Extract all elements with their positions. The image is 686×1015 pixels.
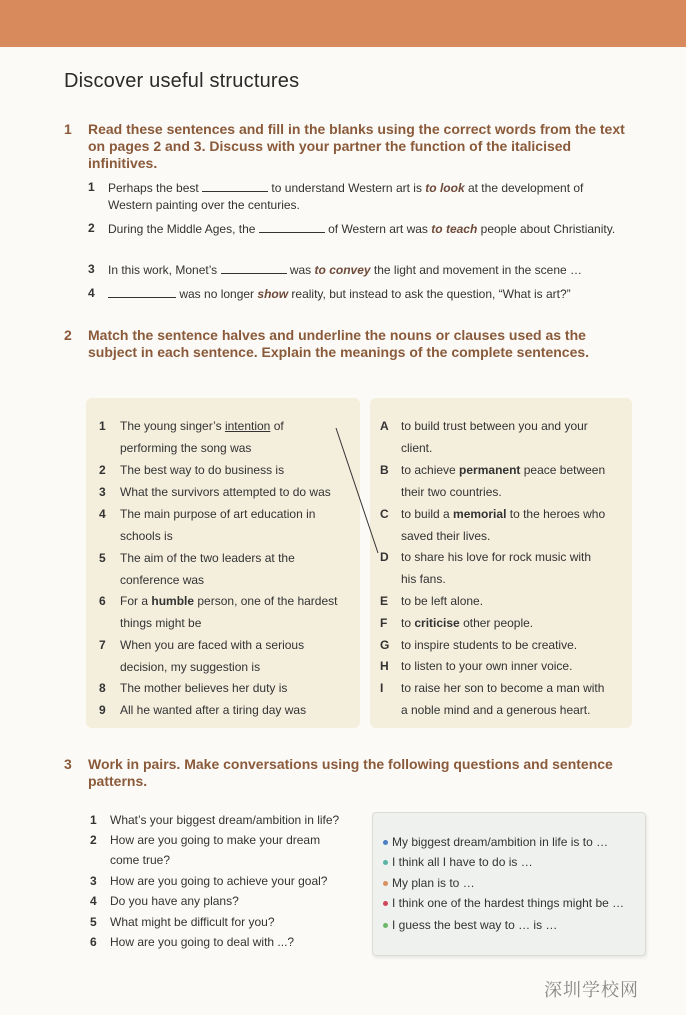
item-number: 4	[88, 286, 95, 300]
text-part: Perhaps the best	[108, 181, 199, 195]
text-part: person, one of the hardest	[197, 594, 338, 608]
item-letter: E	[380, 594, 389, 608]
text-part: to understand Western art is	[271, 181, 422, 195]
item-number: 3	[99, 485, 106, 499]
text-part: to achieve	[401, 463, 456, 477]
watermark: 深圳学校网	[544, 980, 639, 1001]
text-part: to raise her son to become a man with	[401, 681, 605, 695]
item-number: 1	[88, 180, 95, 194]
bold-word: criticise	[414, 616, 460, 630]
text-part: In this work, Monet’s	[108, 263, 218, 277]
exercise-number: 2	[64, 327, 72, 343]
bullet-icon	[383, 840, 388, 845]
exercise-1-instruction	[64, 121, 634, 173]
question-text: What’s your biggest dream/ambition in life?	[110, 813, 340, 827]
text-part: of Western art was	[328, 222, 428, 236]
text-part: his fans.	[401, 572, 446, 586]
item-letter: C	[380, 507, 389, 521]
exercise-number: 1	[64, 121, 72, 137]
text-part: to	[401, 616, 412, 630]
text-part: was	[289, 263, 312, 277]
text-part: the light and movement in the scene …	[373, 263, 583, 277]
text-part: For a	[120, 594, 149, 608]
blank-field[interactable]	[259, 220, 325, 233]
top-color-band	[0, 0, 686, 47]
bold-word: humble	[151, 594, 195, 608]
text-part: to inspire students to be creative.	[401, 638, 578, 652]
item-number: 5	[99, 551, 106, 565]
pattern-text: I think all I have to do is …	[392, 855, 533, 869]
question-text: What might be difficult for you?	[110, 915, 275, 929]
text-part: a noble mind and a generous heart.	[401, 703, 591, 717]
text-part: performing the song was	[120, 441, 252, 455]
question-text: How are you going to achieve your goal?	[110, 874, 328, 888]
text-part: to listen to your own inner voice.	[401, 659, 573, 673]
text-part: The main purpose of art education in	[120, 507, 316, 521]
item-number: 1	[90, 813, 97, 827]
bullet-icon	[383, 901, 388, 906]
text-part: to the heroes who	[509, 507, 606, 521]
item-number: 3	[88, 262, 95, 276]
bold-word: memorial	[453, 507, 507, 521]
pattern-item	[383, 875, 475, 891]
exercise-number: 3	[64, 756, 72, 772]
ex1-item	[88, 261, 628, 278]
item-letter: F	[380, 616, 388, 630]
bullet-icon	[383, 860, 388, 865]
pattern-item	[383, 834, 608, 850]
question-text: How are you going to deal with ...?	[110, 935, 295, 949]
pattern-item	[383, 854, 533, 870]
italic-infinitive: show	[257, 287, 289, 301]
text-part: client.	[401, 441, 433, 455]
item-number: 6	[90, 935, 97, 949]
blank-field[interactable]	[221, 261, 287, 274]
item-number: 5	[90, 915, 97, 929]
item-number: 2	[99, 463, 106, 477]
italic-infinitive: to convey	[314, 263, 371, 277]
text-part: other people.	[463, 616, 534, 630]
italic-infinitive: to look	[425, 181, 465, 195]
exercise-3-instruction	[64, 756, 634, 792]
exercise-2-instruction	[64, 327, 634, 363]
instruction-text: Read these sentences and fill in the blanks using the correct words from the text on pages 2 and 3. Discuss with your partner the function of the italicised infinitives.	[88, 121, 625, 171]
sentence-patterns-box	[372, 812, 646, 956]
item-number: 1	[99, 419, 106, 433]
item-number: 2	[88, 221, 95, 235]
page-title: Discover useful structures	[64, 70, 300, 92]
item-letter: D	[380, 550, 389, 564]
text-part: reality, but instead to ask the question, “What is art?”	[291, 287, 571, 301]
item-number: 4	[90, 894, 97, 908]
text-part: The mother believes her duty is	[120, 681, 288, 695]
item-number: 8	[99, 681, 106, 695]
text-part: people about Christianity.	[480, 222, 616, 236]
text-part: conference was	[120, 573, 205, 587]
bold-word: permanent	[459, 463, 521, 477]
text-part: to build a	[401, 507, 450, 521]
instruction-text: Work in pairs. Make conversations using the following questions and sentence patterns.	[88, 756, 613, 789]
text-part: All he wanted after a tiring day was	[120, 703, 307, 717]
item-letter: I	[380, 681, 384, 695]
ex1-item	[88, 220, 628, 254]
text-part: When you are faced with a serious	[120, 638, 305, 652]
item-number: 9	[99, 703, 106, 717]
underlined-subject: intention	[224, 419, 271, 433]
item-number: 3	[90, 874, 97, 888]
item-letter: H	[380, 659, 389, 673]
text-part: their two countries.	[401, 485, 502, 499]
text-part: at the development of Western painting over the centuries.	[108, 181, 584, 212]
item-letter: A	[380, 419, 389, 433]
question-text: How are you going to make your dream come true?	[110, 833, 321, 867]
text-part: peace between	[523, 463, 606, 477]
text-part: What the survivors attempted to do was	[120, 485, 331, 499]
text-part: was no longer	[179, 287, 255, 301]
text-part: The young singer’s	[120, 419, 222, 433]
text-part: schools is	[120, 529, 173, 543]
bullet-icon	[383, 923, 388, 928]
text-part: decision, my suggestion is	[120, 660, 261, 674]
text-part: The best way to do business is	[120, 463, 285, 477]
instruction-text: Match the sentence halves and underline the nouns or clauses used as the subject in each sentence. Explain the meanings of the complete sentences.	[88, 327, 590, 360]
item-number: 4	[99, 507, 106, 521]
text-part: things might be	[120, 616, 202, 630]
item-number: 7	[99, 638, 106, 652]
text-part: to build trust between you and your	[401, 419, 588, 433]
text-part: During the Middle Ages, the	[108, 222, 256, 236]
blank-field[interactable]	[202, 179, 268, 192]
ex1-item	[88, 285, 628, 302]
item-letter: B	[380, 463, 389, 477]
text-part: The aim of the two leaders at the	[120, 551, 295, 565]
item-number: 2	[90, 833, 97, 847]
item-number: 6	[99, 594, 106, 608]
pattern-item	[383, 917, 557, 933]
question-text: Do you have any plans?	[110, 894, 239, 908]
pattern-text: I guess the best way to … is …	[392, 918, 558, 932]
text-part: of	[273, 419, 284, 433]
bullet-icon	[383, 881, 388, 886]
item-letter: G	[380, 638, 390, 652]
ex1-item	[88, 179, 628, 213]
blank-field[interactable]	[108, 285, 176, 298]
text-part: saved their lives.	[401, 529, 491, 543]
pattern-item	[383, 895, 624, 911]
italic-infinitive: to teach	[431, 222, 478, 236]
pattern-text: My biggest dream/ambition in life is to …	[392, 835, 609, 849]
pattern-text: My plan is to …	[392, 876, 475, 890]
text-part: to share his love for rock music with	[401, 550, 592, 564]
pattern-text: I think one of the hardest things might be …	[392, 896, 625, 910]
text-part: to be left alone.	[401, 594, 484, 608]
